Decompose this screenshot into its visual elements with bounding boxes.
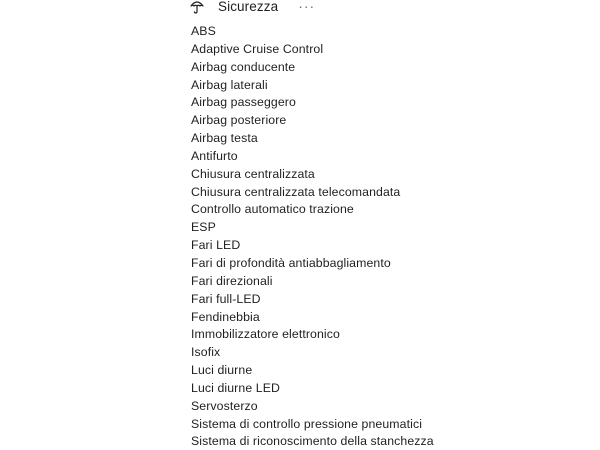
list-item: Airbag passeggero [191, 95, 296, 110]
list-item: Fari direzionali [191, 273, 273, 288]
list-item: Antifurto [191, 148, 238, 163]
section-header [189, 0, 315, 16]
list-item: Airbag laterali [191, 77, 268, 92]
list-item: ESP [191, 220, 216, 235]
list-item: Servosterzo [191, 398, 258, 413]
list-item: Chiusura centralizzata telecomandata [191, 184, 401, 199]
list-item: Airbag conducente [191, 59, 296, 74]
umbrella-icon [189, 0, 205, 14]
list-item: Airbag posteriore [191, 113, 287, 128]
list-item: Chiusura centralizzata [191, 166, 315, 181]
list-item: Airbag testa [191, 131, 258, 146]
list-item: Fari full-LED [191, 291, 261, 306]
list-item: Fendinebbia [191, 309, 260, 324]
list-item: Isofix [191, 345, 221, 360]
list-item: Immobilizzatore elettronico [191, 327, 340, 342]
list-item: Fari di profondità antiabbagliamento [191, 255, 391, 270]
list-item: Sistema di riconoscimento della stanchezza [191, 434, 434, 449]
list-item: ABS [191, 24, 216, 38]
section-title: Sicurezza [218, 0, 279, 14]
feature-list [191, 23, 434, 450]
list-item: Luci diurne [191, 363, 253, 378]
more-options-button[interactable]: ··· [298, 0, 316, 14]
list-item: Fari LED [191, 238, 241, 253]
list-item: Sistema di controllo pressione pneumatici [191, 416, 423, 431]
list-item: Adaptive Cruise Control [191, 41, 324, 56]
list-item: Controllo automatico trazione [191, 202, 354, 217]
list-item: Luci diurne LED [191, 380, 280, 395]
